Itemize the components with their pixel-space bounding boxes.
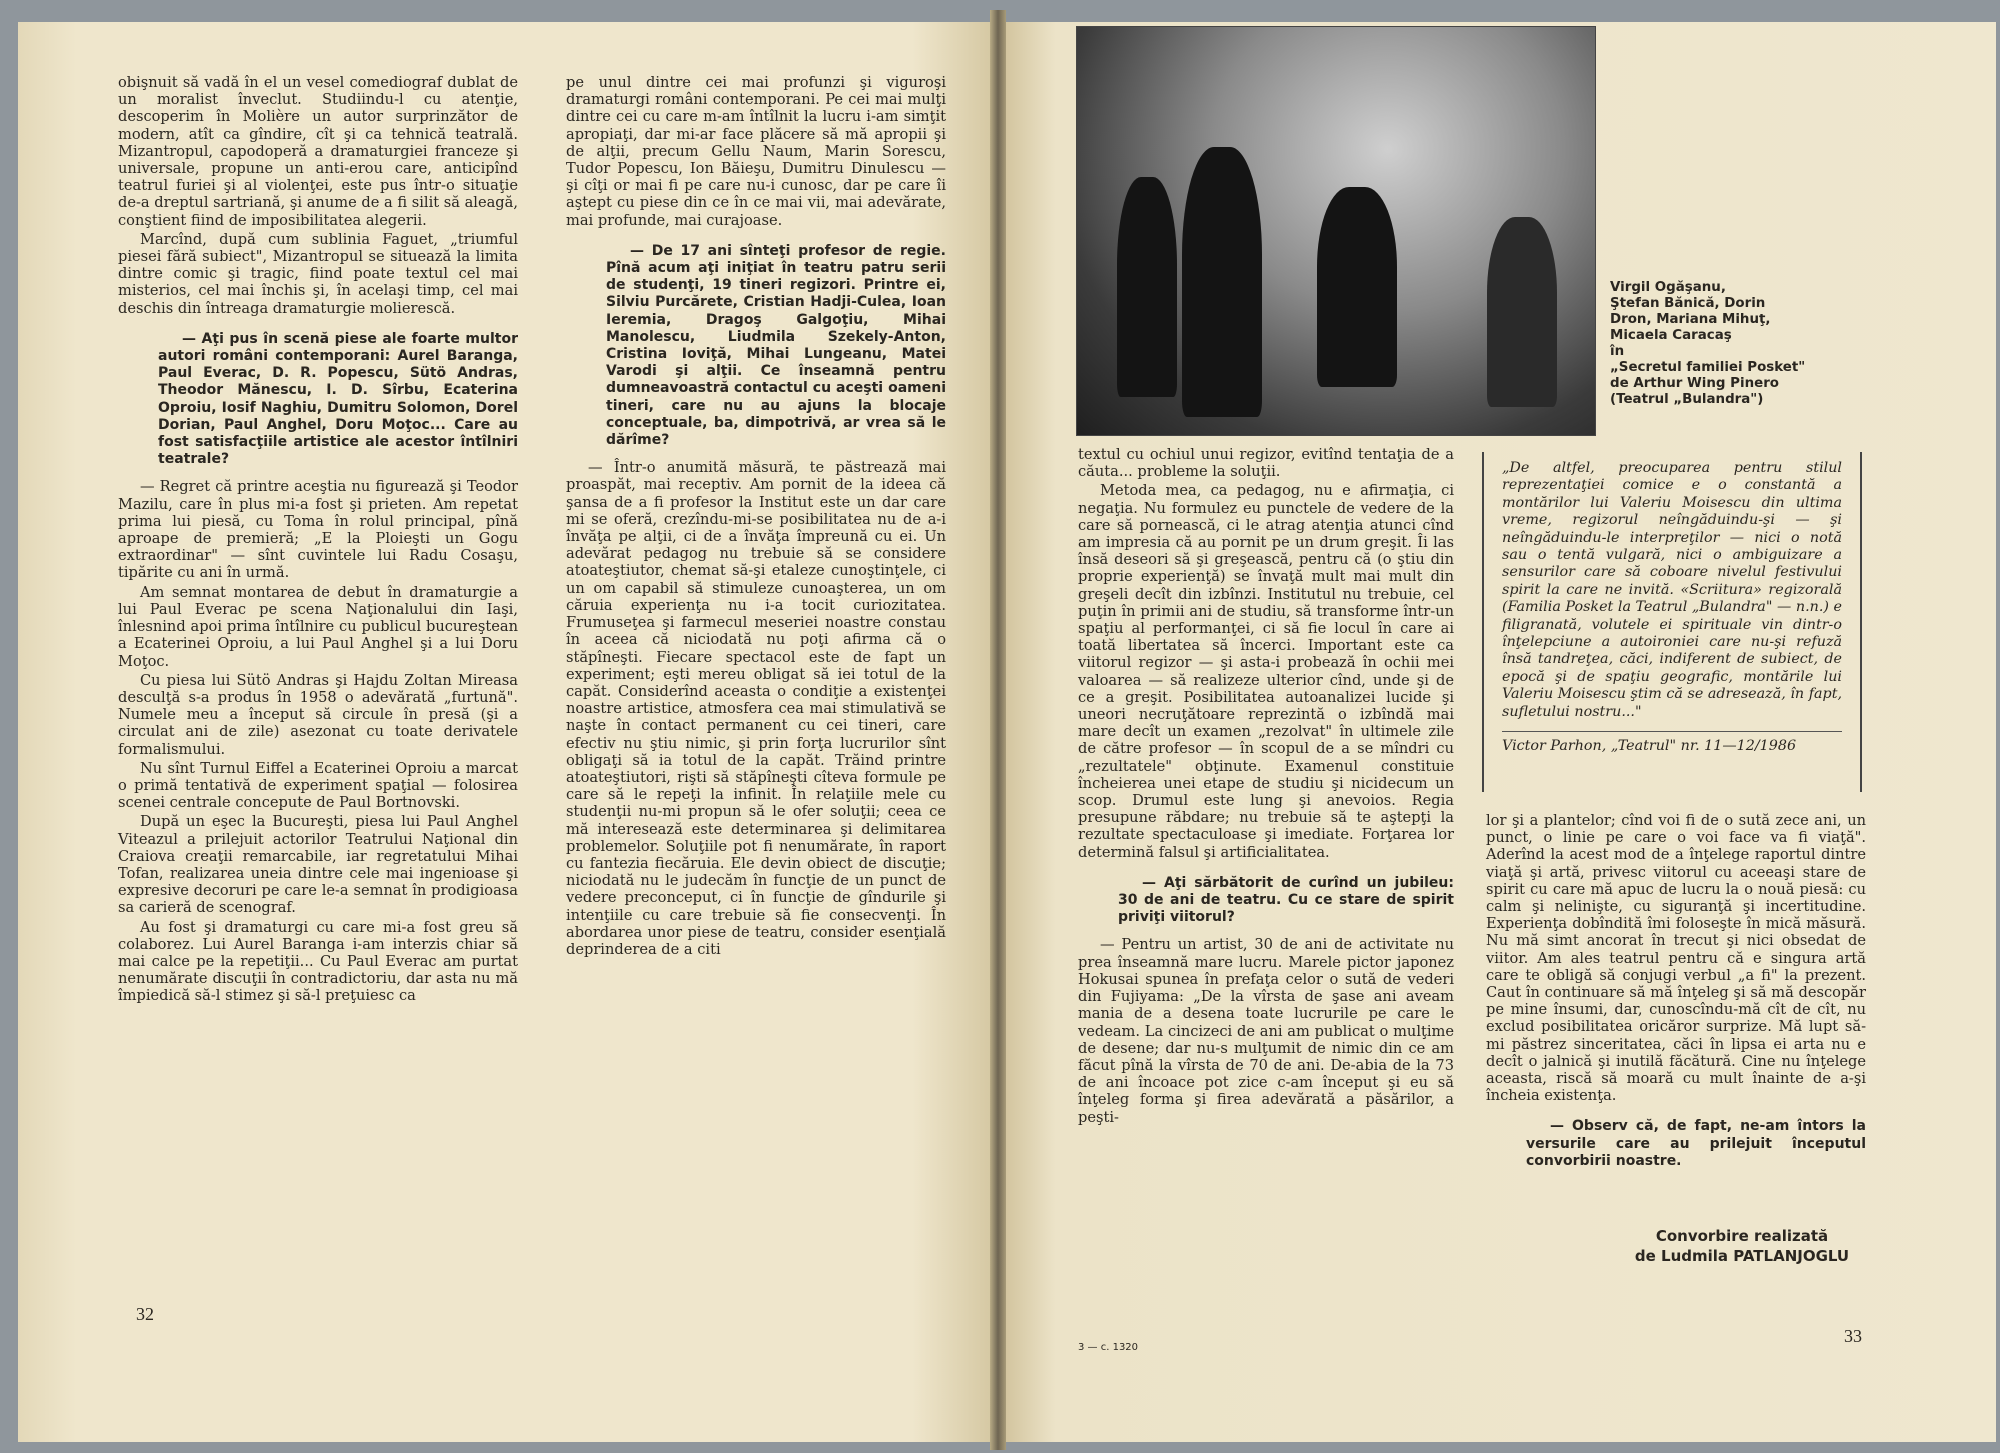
left-column-2	[566, 74, 946, 960]
interview-question: — Observ că, de fapt, ne-am întors la versurile care au prilejuit începutul convorbirii noastre.	[1526, 1118, 1866, 1169]
paragraph: Cu piesa lui Sütö Andras şi Hajdu Zoltan Mireasa desculţă s-a produs în 1958 o adevărată „furtună". Numele meu a început să circule în presă (şi a circulat ani de zile) asezonat cu toate derivatele formalismului.	[118, 671, 518, 758]
actor-figure	[1487, 217, 1557, 407]
paragraph: — Într-o anumită măsură, te păstrează mai proaspăt, mai receptiv. Am pornit de la ideea că şansa de a fi profesor la Institut este un dar care mi se oferă, crezîndu-mi-se posibilitatea nu de a-i învăţa pe alţii, ci de a învăţa împreună cu ei. Un adevărat pedagog nu trebuie să se considere atoateştiutor, chemat să-şi etaleze cunoştinţele, ci un om capabil să stimuleze cunoaşterea, un om căruia experienţa nu i-a tocit curiozitatea. Frumuseţea şi farmecul meseriei noastre constau în aceea că niciodată nu poţi afirma că o stăpîneşti. Fiecare spectacol este de fapt un experiment; eşti mereu obligat să iei totul de la capăt. Considerînd aceasta o condiţie a existenţei noastre artistice, atmosfera cea mai stimulativă se naşte în contact permanent cu cei tineri, care efectiv nu ştiu nimic, şi prin forţa lucrurilor sînt obligaţi să ia totul de la capăt. Trăind printre atoateştiutori, rişti să stăpîneşti cîteva formule pe care să le repeţi la infinit. În relaţiile mele cu studenţii nu-mi propun să le ofer soluţii; ceea ce mă interesează este determinarea şi delimitarea problemelor. Soluţiile pot fi nenumărate, în raport cu fantezia fiecăruia. Ele devin obiect de discuţie; niciodată nu le judecăm în funcţie de un punct de vedere preconceput, ci în funcţie de gîndurile şi intenţiile cu care trebuie să fie consecvenţi. În abordarea unor piese de teatru, consider esenţială deprinderea de a citi	[566, 459, 946, 958]
paragraph: textul cu ochiul unui regizor, evitînd tentaţia de a căuta... probleme la soluţii.	[1078, 446, 1454, 481]
paragraph: obişnuit să vadă în el un vesel comediograf dublat de un moralist înveclut. Studiindu-l cu atenţie, descoperim în Molière un autor surprinzător de modern, atît ca gîndire, cît şi ca tehnică teatrală. Mizantropul, capodoperă a dramaturgiei franceze şi universale, propune un anti-erou care, anticipînd teatrul furiei şi al violenţei, este pus într-o situaţie de-a dreptul sartriană, şi anume de a fi silit să aleagă, conştient fiind de imposibilitatea alegerii.	[118, 74, 518, 229]
caption-line: Virgil Ogăşanu,	[1610, 280, 1726, 295]
left-column-1	[118, 74, 518, 1007]
page-number: 32	[136, 1304, 154, 1324]
paragraph: — Pentru un artist, 30 de ani de activitate nu prea înseamnă mare lucru. Marele pictor japonez Hokusai spunea în prefaţa celor o sută de vederi din Fujiyama: „De la vîrsta de şase ani aveam mania de a desena toate lucrurile pe care le vedeam. La cincizeci de ani am publicat o mulţime de desene; dar nu-s mulţumit de nimic din ce am făcut pînă la vîrsta de 70 de ani. De-abia de la 73 de ani încoace pot zice c-am început şi eu să înţeleg forma şi firea adevărată a păsărilor, a peşti-	[1078, 936, 1454, 1126]
interview-question: — De 17 ani sînteţi profesor de regie. Pînă acum aţi iniţiat în teatru patru serii de studenţi, 19 tineri regizori. Printre ei, Silviu Purcărete, Cristian Hadji-Culea, Ioan Ieremia, Dragoş Galgoţiu, Mihai Manolescu, Liudmila Szekely-Anton, Cristina Ioviţă, Mihai Lungeanu, Matei Varodi şi alţii. Ce înseamnă pentru dumneavoastră contactul cu aceşti oameni tineri, care nu au ajuns la blocaje conceptuale, ba, dimpotrivă, ar vrea să le dărîme?	[606, 242, 946, 449]
paragraph: După un eşec la Bucureşti, piesa lui Paul Anghel Viteazul a prilejuit actorilor Teatrului Naţional din Craiova creaţii remarcabile, iar regretatului Mihai Tofan, realizarea uneia dintre cele mai ingenioase şi expresive decoruri pe care le-a semnat în prodigioasa sa carieră de scenograf.	[118, 813, 518, 917]
page-number: 33	[1844, 1326, 1862, 1346]
caption-line: Dron, Mariana Mihuţ,	[1610, 312, 1771, 327]
paragraph: Au fost şi dramaturgi cu care mi-a fost greu să colaborez. Lui Aurel Baranga i-am interzis chiar să mai calce pe la repetiţii... Cu Paul Everac am purtat nenumărate discuţii în contradictoriu, dar asta nu mă împiedică să-l stimez şi să-l preţuiesc ca	[118, 918, 518, 1005]
right-column-2	[1486, 812, 1866, 1180]
paragraph: — Regret că printre aceştia nu figurează şi Teodor Mazilu, care în plus mi-a fost şi prieten. Am repetat prima lui piesă, cu Toma în rolul principal, pînă aproape de premieră; „E la Ploieşti un Gogu extraordinar" — sînt cuvintele lui Radu Cosaşu, tipărite cu ani în urmă.	[118, 478, 518, 582]
left-page	[18, 22, 990, 1442]
caption-line: (Teatrul „Bulandra")	[1610, 392, 1764, 407]
credit-line: Convorbire realizată	[1655, 1227, 1829, 1245]
paragraph: Metoda mea, ca pedagog, nu e afirmaţia, ci negaţia. Nu formulez eu punctele de vedere de la care să pornească, ci le atrag atenţia atunci cînd am impresia că au pornit pe un drum greşit. Îi las însă deseori să şi greşească, pentru că (o ştiu din proprie experienţă) se învaţă mult mai mult din greşeli decît din izbînzi. Institutul nu trebuie, cel puţin în primii ani de studiu, să transforme într-un spaţiu al performanţei, ci să fie locul în care ai toată libertatea să încerci. Important este ca viitorul regizor — şi asta-i probează în ochii mei valoarea — să realizeze ulterior cînd, unde şi de ce a greşit. Posibilitatea autoanalizei lucide şi uneori necruţătoare reprezintă o izbîndă mai mare decît un examen „rezolvat" în ultimele zile de către profesor — în scopul de a se mîndri cu „rezultatele" obţinute. Examenul constituie încheierea unei etape de studiu şi nicidecum un scop. Drumul este lung şi anevoios. Regia presupune răbdare; nu trebuie să te aştepţi la rezultate spectaculoase şi imediate. Forţarea lor determină falsul şi artificialitatea.	[1078, 482, 1454, 861]
actor-figure	[1117, 177, 1177, 397]
paragraph: Marcînd, după cum sublinia Faguet, „triumful piesei fără subiect", Mizantropul se situează la limita dintre comic şi tragic, fiind poate textul cel mai misterios, cel mai închis şi, în acelaşi timp, cel mai deschis din întreaga dramaturgie molierescă.	[118, 230, 518, 317]
credit-author: de Ludmila PATLANJOGLU	[1634, 1247, 1850, 1265]
interview-question: — Aţi pus în scenă piese ale foarte multor autori români contemporani: Aurel Baranga, Paul Everac, D. R. Popescu, Sütö Andras, Theodor Mănescu, I. D. Sîrbu, Ecaterina Oproiu, Iosif Naghiu, Dumitru Solomon, Dorel Dorian, Paul Anghel, Doru Moţoc... Care au fost satisfacţiile artistice ale acestor întîlniri teatrale?	[158, 330, 518, 468]
quote-text: „De altfel, preocuparea pentru stilul reprezentaţiei comice e o constantă a montărilor lui Valeriu Moisescu din ultima vreme, regizorul neîngăduindu-şi — şi neîngăduindu-le interpreţilor — nici o notă sau o tentă vulgară, nici o ambiguizare a sensurilor care să coboare nivelul festivului spirit la care ne invită. «Scriitura» regizorală (Familia Posket la Teatrul „Bulandra" — n.n.) e filigranată, volutele ei spirituale vin dintr-o înţelepciune a autoironiei care nu-şi refuză însă tandreţea, căci, indiferent de subiect, de epocă şi de spaţiu geografic, montările lui Valeriu Moisescu ştim că se adresează, în fapt, sufletului nostru..."	[1502, 460, 1842, 720]
decorative-background-title	[1616, 62, 1986, 292]
caption-line: Ştefan Bănică, Dorin	[1610, 296, 1766, 311]
paragraph: Nu sînt Turnul Eiffel a Ecaterinei Oproiu a marcat o primă tentativă de experiment spaţial — folosirea scenei centrale concepute de Paul Bortnovski.	[118, 759, 518, 812]
actor-figure	[1182, 147, 1262, 417]
book-spine	[990, 10, 1006, 1450]
interview-question: — Aţi sărbătorit de curînd un jubileu: 30 de ani de teatru. Cu ce stare de spirit priviţi viitorul?	[1118, 874, 1454, 926]
caption-line: în	[1610, 344, 1625, 359]
caption-line: Micaela Caracaş	[1610, 328, 1732, 343]
right-page	[1006, 22, 1996, 1442]
actor-figure	[1317, 187, 1397, 387]
quote-source: Victor Parhon, „Teatrul" nr. 11—12/1986	[1502, 731, 1842, 755]
press-quote-box	[1482, 452, 1862, 792]
paragraph: lor şi a plantelor; cînd voi fi de o sută zece ani, un punct, o linie pe care o voi face va fi viaţă". Aderînd la acest mod de a înţelege raportul dintre viaţă şi artă, privesc viitorul cu aceeaşi stare de spirit cu care mă apuc de lucru la o nouă piesă: cu calm şi nelinişte, cu siguranţă şi incertitudine. Experienţa dobîndită îmi foloseşte în mică măsură. Nu mă simt ancorat în trecut şi nici obsedat de viitor. Am ales teatrul pentru că e singura artă care te obligă să conjugi verbul „a fi" la prezent. Caut în continuare să mă înţeleg şi să mă descopăr pe mine însumi, dar, cunoscîndu-mă cît de cît, nu exclud posibilitatea oricăror surprize. Mă lupt să-mi păstrez sinceritatea, căci în lipsa ei arta nu e decît o jalnică şi inutilă făcătură. Cine nu înţelege aceasta, riscă să moară cu mult înainte de a-şi încheia existenţa.	[1486, 812, 1866, 1105]
photo-caption	[1610, 280, 1840, 408]
interview-credit	[1602, 1226, 1882, 1266]
paragraph: pe unul dintre cei mai profunzi şi viguroşi dramaturgi români contemporani. Pe cei mai mulţi dintre cei cu care m-am întîlnit la lucru i-am simţit apropiaţi, dar mi-ar face plăcere să mă apropii şi de alţii, precum Gellu Naum, Marin Sorescu, Tudor Popescu, Ion Băieşu, Dumitru Dinulescu — şi cîţi or mai fi pe care nu-i cunosc, dar pe care îi aştept cu piese din ce în ce mai vii, mai adevărate, mai profunde, mai curajoase.	[566, 74, 946, 229]
caption-line: de Arthur Wing Pinero	[1610, 376, 1779, 391]
paragraph: Am semnat montarea de debut în dramaturgie a lui Paul Everac pe scena Naţionalului din Iaşi, înlesnind apoi prima întîlnire cu publicul bucureştean a Ecaterinei Oproiu, a lui Paul Anghel şi a lui Doru Moţoc.	[118, 583, 518, 670]
print-code: 3 — c. 1320	[1078, 1342, 1139, 1353]
caption-line: „Secretul familiei Posket"	[1610, 360, 1806, 375]
right-column-1	[1078, 446, 1454, 1128]
stage-photo	[1076, 26, 1596, 436]
